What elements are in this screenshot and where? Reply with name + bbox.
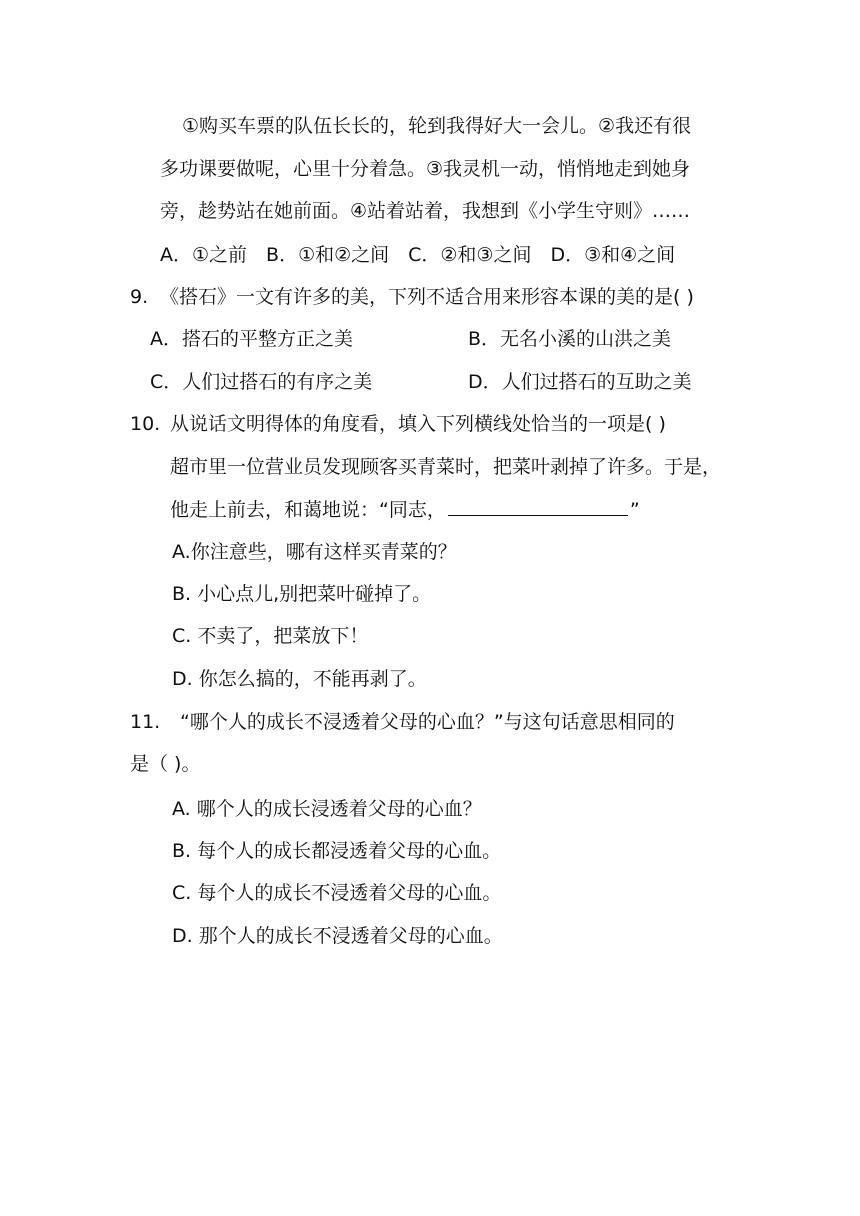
question-11-option-b: B. 每个人的成长都浸透着父母的心血。 [172,840,502,862]
question-10-number: 10. [130,413,161,435]
question-11-option-d: D. 那个人的成长不浸透着父母的心血。 [172,925,503,947]
question-10-context-1: 超市里一位营业员发现顾客买青菜时，把菜叶剥掉了许多。于是， [170,456,722,478]
question-10-option-c: C. 不卖了，把菜放下！ [172,625,369,647]
question-10-stem: 从说话文明得体的角度看，填入下列横线处恰当的一项是( ) [170,413,666,435]
question-11-stem-line-1: “哪个人的成长不浸透着父母的心血？”与这句话意思相同的 [180,711,675,733]
answer-blank [448,497,628,516]
passage-line-3: 旁，趁势站在她前面。④站着站着，我想到《小学生守则》…… [160,200,691,222]
passage-line-1: ①购买车票的队伍长长的，轮到我得好大一会儿。②我还有很 [182,115,692,137]
question-9-number: 9. [130,286,149,308]
passage-options: A．①之前 B．①和②之间 C．②和③之间 D．③和④之间 [160,244,676,266]
question-11-stem-line-2: 是（ )。 [130,753,201,775]
question-11-option-c: C. 每个人的成长不浸透着父母的心血。 [172,882,502,904]
question-9-stem: 《搭石》一文有许多的美，下列不适合用来形容本课的美的是( ) [160,286,694,308]
question-11-number: 11. [130,711,161,733]
passage-line-2: 多功课要做呢，心里十分着急。③我灵机一动，悄悄地走到她身 [160,158,691,180]
question-9-option-a: A．搭石的平整方正之美 [150,328,353,350]
question-9-option-c: C．人们过搭石的有序之美 [150,371,373,393]
question-10-context-2-after: ” [629,499,640,521]
question-9-option-b: B．无名小溪的山洪之美 [468,328,672,350]
question-10-option-b: B. 小心点儿,别把菜叶碰掉了。 [172,583,432,605]
question-10-option-d: D. 你怎么搞的，不能再剥了。 [172,668,427,690]
question-9-option-d: D．人们过搭石的互助之美 [468,371,692,393]
question-10-option-a: A.你注意些，哪有这样买青菜的？ [172,541,457,563]
question-10-context-2-before: 他走上前去，和蔼地说：“同志， [170,499,446,521]
question-11-option-a: A. 哪个人的成长浸透着父母的心血？ [172,798,482,820]
question-10-context-2 [170,497,640,523]
